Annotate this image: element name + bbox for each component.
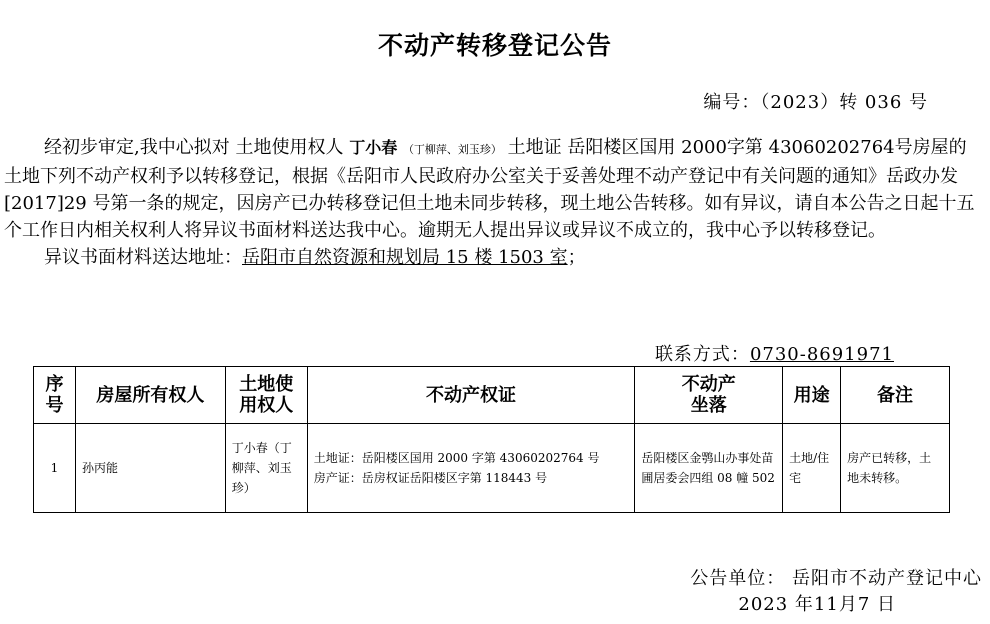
- objection-address: [4, 244, 980, 271]
- cell-owner: 孙丙能: [75, 424, 225, 513]
- objection-address-suffix: ；: [567, 247, 586, 268]
- notice-title: 不动产转移登记公告: [377, 31, 612, 60]
- header-seq: 序 号: [34, 367, 76, 424]
- header-land-user: 土地使 用权人: [225, 367, 307, 424]
- main-paragraph: [4, 134, 980, 244]
- contact-info: [655, 340, 894, 366]
- header-note: 备注: [841, 367, 950, 424]
- contact-label: 联系方式：: [654, 344, 750, 365]
- table-row: [34, 424, 950, 513]
- cell-usage: 土地/住宅: [783, 424, 841, 513]
- objection-address-label: 异议书面材料送达地址：: [44, 247, 242, 268]
- cert-house: 房产证：岳房权证岳阳楼区字第 118443 号: [313, 471, 548, 485]
- cell-land-user: 丁小春（丁柳萍、刘玉珍）: [225, 424, 307, 513]
- land-use-right-holder-alt: （丁柳萍、刘玉珍）: [402, 143, 502, 156]
- issue-date: 2023 年11月7 日: [738, 594, 896, 615]
- cell-seq: 1: [34, 424, 76, 513]
- header-owner: 房屋所有权人: [75, 367, 225, 424]
- header-certificate: 不动产权证: [307, 367, 635, 424]
- objection-address-value: 岳阳市自然资源和规划局 15 楼 1503 室: [242, 247, 568, 268]
- cert-land: 土地证：岳阳楼区国用 2000 字第 43060202764 号: [313, 451, 600, 465]
- issuing-unit: 公告单位： 岳阳市不动产登记中心: [690, 568, 982, 589]
- notice-body: [4, 134, 980, 271]
- cell-note: 房产已转移，土地未转移。: [841, 424, 950, 513]
- document-number: 编号：（2023）转 036 号: [703, 92, 928, 113]
- cell-location: 岳阳楼区金鹗山办事处苗圃居委会四组 08 幢 502: [635, 424, 783, 513]
- header-location: 不动产 坐落: [635, 367, 783, 424]
- header-usage: 用途: [783, 367, 841, 424]
- paragraph-intro: 经初步审定,我中心拟对 土地使用权人: [44, 137, 344, 158]
- paragraph-text: 土地证 岳阳楼区国用 2000字第 43060202764号房屋的土地下列不动产权利予以转移登记，根据《岳阳市人民政府办公室关于妥善处理不动产登记中有关问题的通知》岳政办发[2017]29 号第一条的规定，因房产已办转移登记但土地未同步转移，现土地公告转移。如有异议，请自本公告之日起十五个工作日内相关权利人将异议书面材料送达我中心。逾期无人提出异议或异议不成立的，我中心予以转移登记。: [4, 137, 975, 241]
- cell-certificate: [307, 424, 635, 513]
- transfer-table: [33, 366, 950, 513]
- contact-phone: 0730-8691971: [749, 344, 894, 365]
- land-use-right-holder: 丁小春: [349, 138, 398, 157]
- table-header-row: [34, 367, 950, 424]
